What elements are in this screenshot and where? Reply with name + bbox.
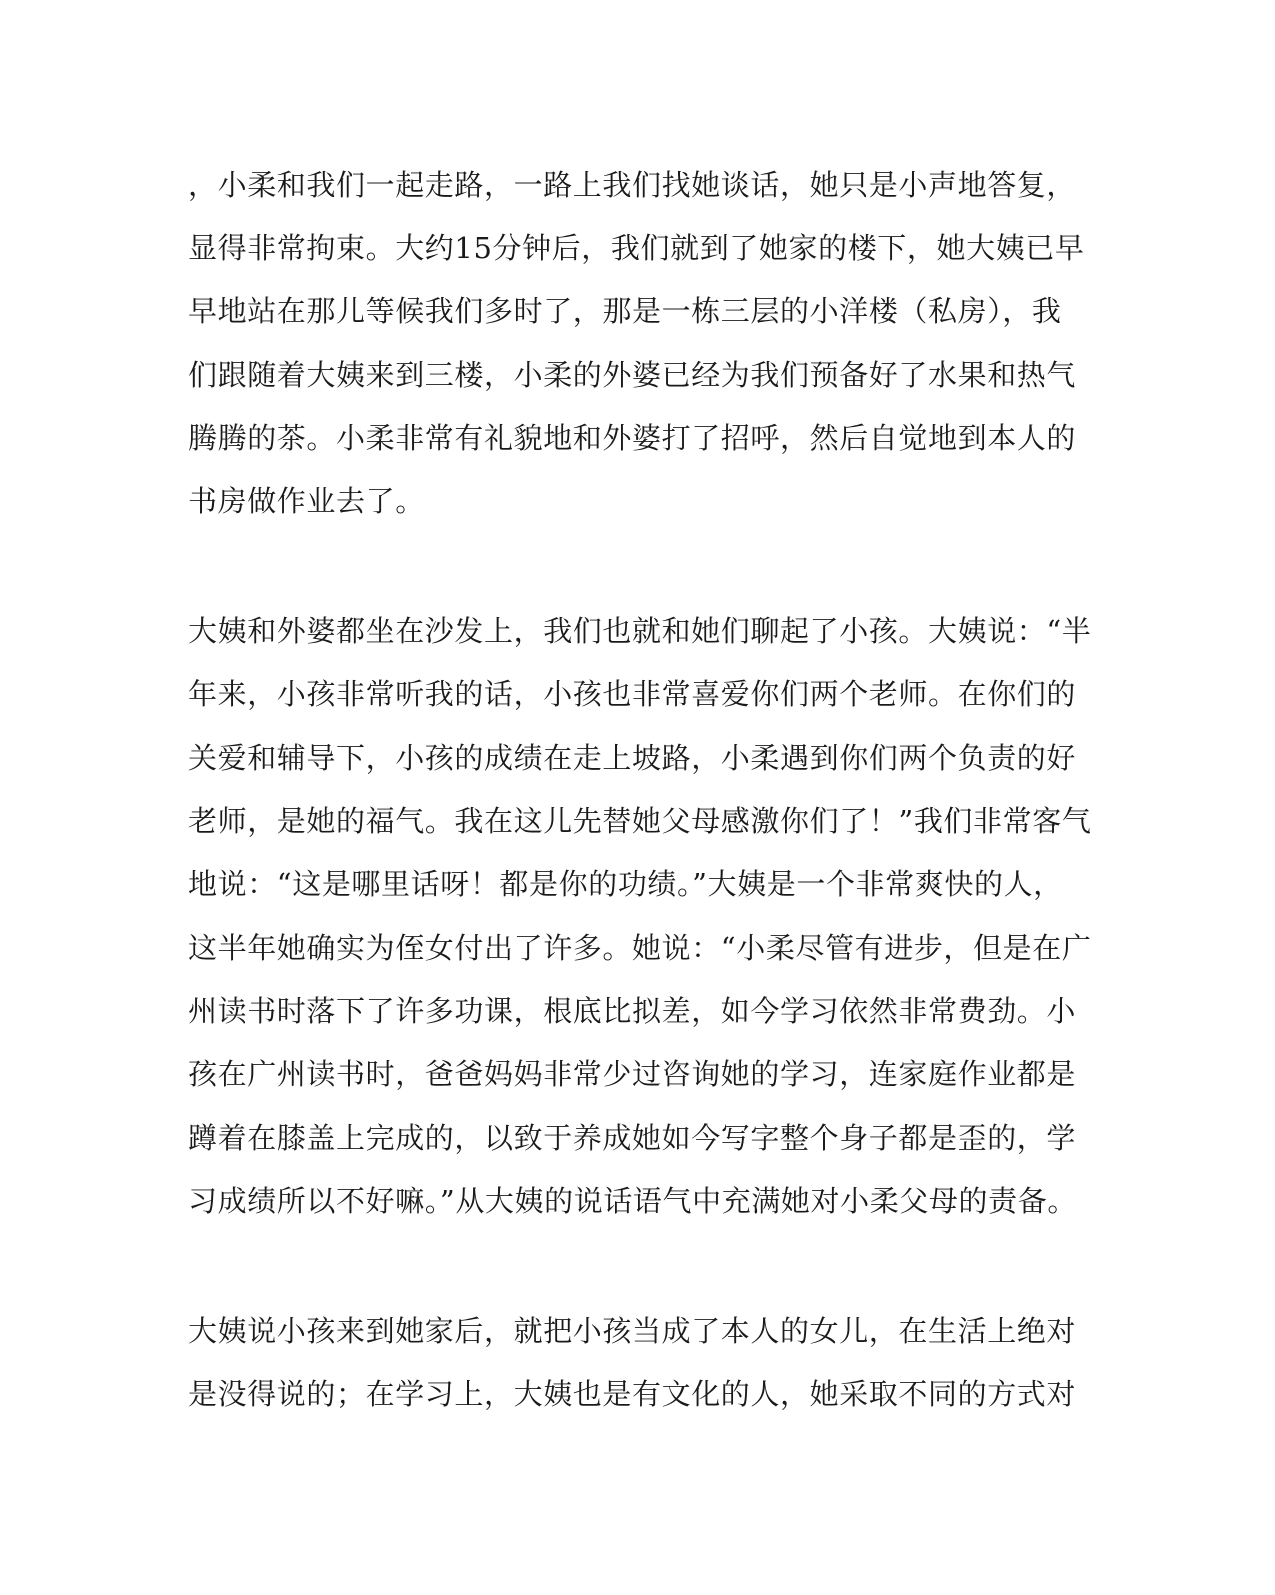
text-line: 们跟随着大姨来到三楼，小柔的外婆已经为我们预备好了水果和热气 <box>188 358 1077 392</box>
text-line: ，小柔和我们一起走路，一路上我们找她谈话，她只是小声地答复， <box>188 168 1077 202</box>
text-line: 大姨和外婆都坐在沙发上，我们也就和她们聊起了小孩。大姨说：“半 <box>188 614 1092 648</box>
text-line: 腾腾的茶。小柔非常有礼貌地和外婆打了招呼，然后自觉地到本人的 <box>188 421 1077 455</box>
text-line: 地说：“这是哪里话呀！都是你的功绩。”大姨是一个非常爽快的人， <box>188 867 1063 901</box>
text-line: 早地站在那儿等候我们多时了，那是一栋三层的小洋楼（私房），我 <box>188 294 1062 328</box>
text-line: 州读书时落下了许多功课，根底比拟差，如今学习依然非常费劲。小 <box>188 994 1077 1028</box>
text-line: 习成绩所以不好嘛。”从大姨的说话语气中充满她对小柔父母的责备。 <box>188 1184 1077 1218</box>
text-line: 这半年她确实为侄女付出了许多。她说：“小柔尽管有进步，但是在广 <box>188 931 1092 965</box>
text-line: 显得非常拘束。大约15分钟后，我们就到了她家的楼下，她大姨已早 <box>188 231 1085 265</box>
text-line: 书房做作业去了。 <box>188 484 425 518</box>
text-line: 蹲着在膝盖上完成的，以致于养成她如今写字整个身子都是歪的，学 <box>188 1121 1077 1155</box>
text-line: 是没得说的；在学习上，大姨也是有文化的人，她采取不同的方式对 <box>188 1377 1077 1411</box>
text-line: 老师，是她的福气。我在这儿先替她父母感激你们了！”我们非常客气 <box>188 804 1092 838</box>
text-line: 孩在广州读书时，爸爸妈妈非常少过咨询她的学习，连家庭作业都是 <box>188 1057 1077 1091</box>
text-line: 关爱和辅导下，小孩的成绩在走上坡路，小柔遇到你们两个负责的好 <box>188 741 1077 775</box>
text-line: 大姨说小孩来到她家后，就把小孩当成了本人的女儿，在生活上绝对 <box>188 1314 1077 1348</box>
text-line: 年来，小孩非常听我的话，小孩也非常喜爱你们两个老师。在你们的 <box>188 677 1077 711</box>
